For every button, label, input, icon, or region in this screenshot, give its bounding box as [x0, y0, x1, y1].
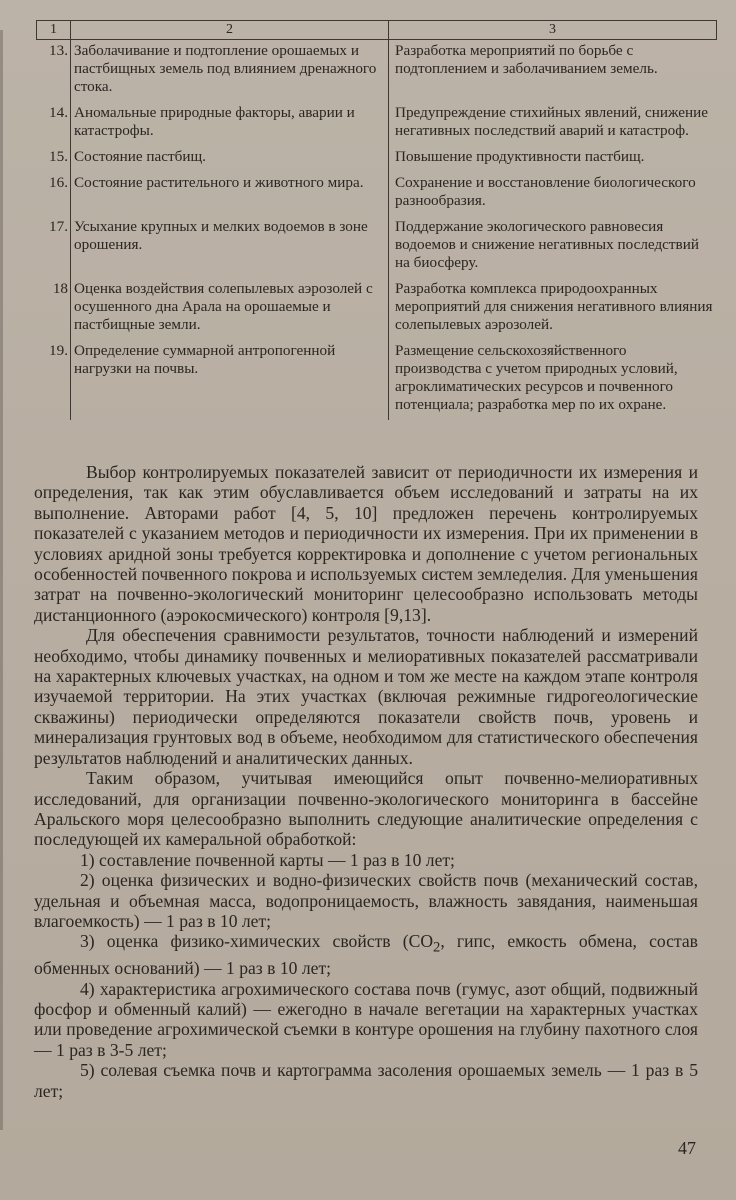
row-number: 14. — [49, 104, 68, 121]
row-indicator: Определение суммарной антропогенной нагрузки на почвы. — [71, 340, 389, 420]
row-measure: Предупреждение стихийных явлений, снижение негативных последствий аварий и катастроф. — [395, 104, 708, 139]
table-row — [37, 102, 717, 146]
list-item-text-after: , гипс, емкость обмена, состав обменных оснований) — 1 раз в 10 лет; — [34, 931, 698, 979]
list-item: 4) характеристика агрохимического состава почв (гумус, азот общий, подвижный фосфор и обменный калий) — ежегодно в начале вегетации на характерных участках или проведение агрохимической съемки в контуре орошения на глубину пахотного слоя — 1 раз в 3-5 лет; — [34, 978, 698, 1060]
row-indicator: Состояние пастбищ. — [71, 146, 389, 172]
paragraph: Таким образом, учитывая имеющийся опыт почвенно-мелиоративных исследований, для организации почвенно-экологического мониторинга в бассейне Аральского моря целесообразно выполнить следующие аналитические определения с последующей их камеральной обработкой: — [34, 768, 698, 850]
row-measure: Размещение сельскохозяйственного производства с учетом природных условий, агроклиматических ресурсов и почвенного потенциала; разработка мер по их охране. — [395, 342, 678, 413]
paragraph: Для обеспечения сравнимости результатов, точности наблюдений и измерений необходимо, чтобы динамику почвенных и мелиоративных показателей рассматривали на характерных ключевых участках, на одном и том же месте на каждом этапе контроля изучаемой территории. На этих участках (включая режимные гидрогеологические скважины) периодически определяются показатели свойств почв, уровень и минерализация грунтовых вод в объеме, необходимом для статистического обеспечения результатов наблюдений и аналитических данных. — [34, 625, 698, 768]
list-item: 5) солевая съемка почв и картограмма засоления орошаемых земель — 1 раз в 5 лет; — [34, 1060, 698, 1101]
row-indicator: Заболачивание и подтопление орошаемых и пастбищных земель под влиянием дренажного стока. — [71, 40, 389, 103]
table-row — [37, 278, 717, 340]
body-text — [34, 462, 698, 1101]
list-item — [34, 931, 698, 978]
row-indicator: Оценка воздействия солепылевых аэрозолей с осушенного дна Арала на орошаемые и пастбищные земли. — [71, 278, 389, 340]
table-row — [37, 40, 717, 103]
table-header-cell: 2 — [71, 21, 389, 40]
row-measure: Повышение продуктивности пастбищ. — [395, 148, 645, 165]
row-number: 13. — [49, 42, 68, 59]
table-row — [37, 340, 717, 420]
page-edge-shadow — [0, 30, 3, 1130]
row-number: 15. — [49, 148, 68, 165]
row-number: 18 — [52, 280, 68, 297]
list-item-text-before: 3) оценка физико-химических свойств ( — [80, 931, 409, 952]
row-indicator: Усыхание крупных и мелких водоемов в зоне орошения. — [71, 216, 389, 278]
list-item: 2) оценка физических и водно-физических свойств почв (механический состав, удельная и объемная масса, водопроницаемость, влажность завядания, наименьшая влагоемкость) — 1 раз в 10 лет; — [34, 870, 698, 931]
row-measure: Разработка комплекса природоохранных мероприятий для снижения негативного влияния солепылевых аэрозолей. — [395, 280, 713, 333]
paragraph: Выбор контролируемых показателей зависит от периодичности их измерения и определения, так как этим обуславливается объем исследований и затраты на их выполнение. Авторами работ [4, 5, 10] предложен перечень контролируемых показателей с указанием методов и периодичности их измерения. При их применении в условиях аридной зоны требуется корректировка и дополнение с учетом региональных особенностей почвенного покрова и используемых систем земледелия. Для уменьшения затрат на почвенно-экологический мониторинг целесообразно использовать методы дистанционного (аэрокосмического) контроля [9,13]. — [34, 462, 698, 625]
row-number: 19. — [49, 342, 68, 359]
row-number: 17. — [49, 218, 68, 235]
page-number: 47 — [678, 1138, 696, 1158]
table-row — [37, 216, 717, 278]
row-indicator: Состояние растительного и животного мира. — [71, 172, 389, 216]
co2-subscript: 2 — [433, 939, 441, 956]
row-measure: Разработка мероприятий по борьбе с подтоплением и заболачиванием земель. — [395, 42, 658, 77]
co2-formula — [408, 931, 441, 956]
table-header-cell: 3 — [389, 21, 717, 40]
table-row — [37, 172, 717, 216]
row-measure: Сохранение и восстановление биологического разнообразия. — [395, 174, 696, 209]
list-item: 1) составление почвенной карты — 1 раз в 10 лет; — [80, 849, 455, 870]
table-header-row — [37, 21, 717, 40]
row-measure: Поддержание экологического равновесия водоемов и снижение негативных последствий на биосферу. — [395, 218, 699, 271]
monitoring-table — [36, 20, 717, 420]
row-indicator: Аномальные природные факторы, аварии и катастрофы. — [71, 102, 389, 146]
table-row — [37, 146, 717, 172]
table-header-cell: 1 — [37, 21, 71, 40]
row-number: 16. — [49, 174, 68, 191]
co2-base: CO — [408, 931, 434, 952]
